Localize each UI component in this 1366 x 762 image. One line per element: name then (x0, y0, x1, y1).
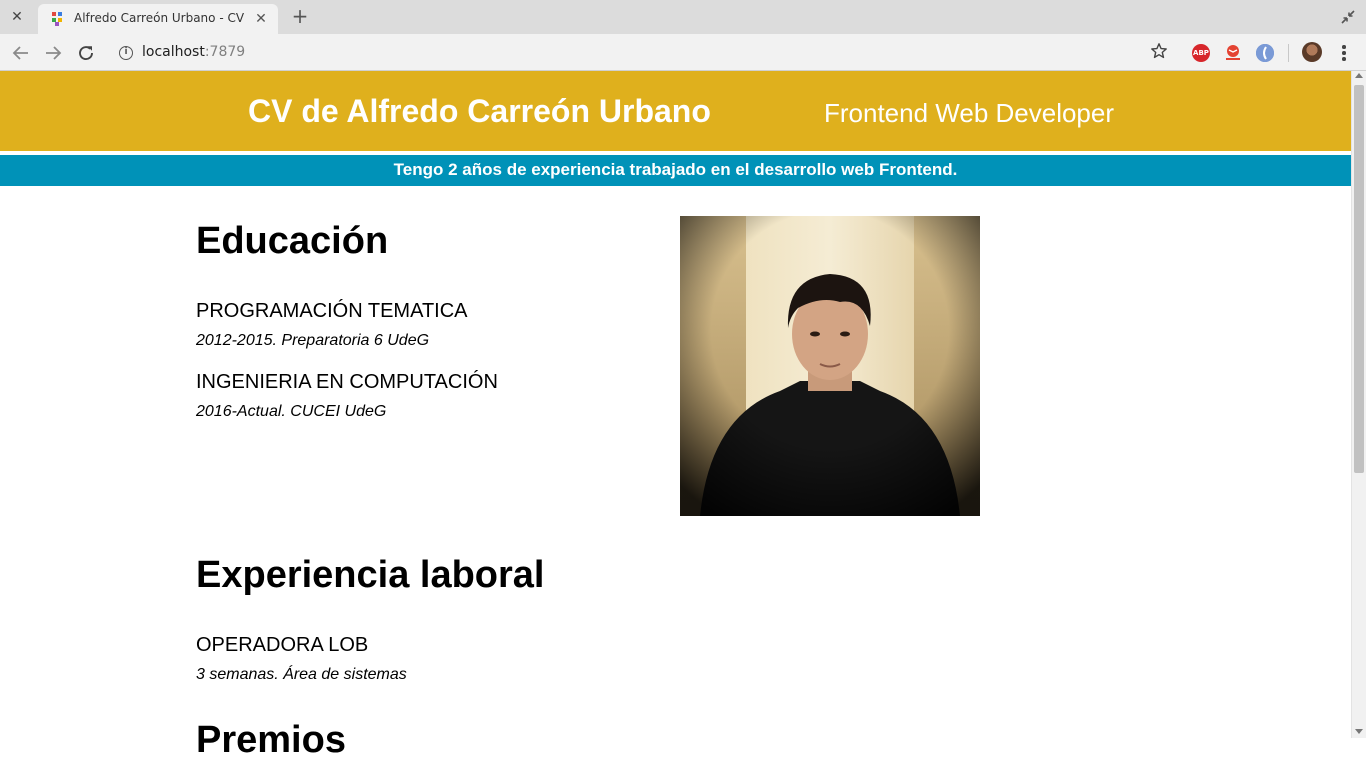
url-host: localhost (142, 44, 205, 60)
experience-entry-title: OPERADORA LOB (196, 634, 369, 656)
scrollbar-thumb[interactable] (1354, 85, 1364, 473)
back-arrow-icon[interactable] (10, 42, 32, 64)
summary-text: Tengo 2 años de experiencia trabajado en el desarrollo web Frontend. (393, 160, 958, 179)
awards-heading: Premios (196, 719, 346, 761)
experience-entry-detail: 3 semanas. Área de sistemas (196, 666, 407, 683)
education-entry-detail: 2012-2015. Preparatoria 6 UdeG (196, 332, 430, 349)
url-port: :7879 (204, 44, 246, 60)
browser-toolbar (0, 34, 1366, 71)
cv-subtitle: Frontend Web Developer (824, 98, 1115, 128)
todoist-extension-icon[interactable] (1224, 44, 1242, 62)
close-inactive-tab-icon[interactable]: ✕ (11, 9, 23, 25)
scroll-up-arrow-icon[interactable] (1355, 73, 1363, 78)
extension-icon[interactable] (1256, 44, 1274, 62)
summary-banner (0, 155, 1351, 186)
education-entry-title: PROGRAMACIÓN TEMATICA (196, 300, 468, 322)
profile-avatar[interactable] (1302, 42, 1322, 62)
url-text[interactable] (142, 44, 245, 60)
close-tab-icon[interactable]: ✕ (255, 11, 267, 27)
address-bar[interactable] (108, 38, 1180, 67)
education-entry-title: INGENIERIA EN COMPUTACIÓN (196, 371, 498, 393)
profile-photo (680, 216, 980, 516)
scroll-down-arrow-icon[interactable] (1355, 729, 1363, 734)
browser-tab-active[interactable] (38, 4, 278, 34)
page-scrollbar[interactable] (1351, 71, 1366, 738)
page-viewport (0, 71, 1351, 761)
cv-title: CV de Alfredo Carreón Urbano (248, 93, 711, 129)
browser-menu-icon[interactable] (1336, 43, 1352, 63)
new-tab-icon[interactable]: + (291, 4, 309, 28)
tab-favicon-icon (52, 12, 64, 26)
education-heading: Educación (196, 220, 389, 262)
toolbar-separator (1288, 44, 1289, 62)
education-entry-detail: 2016-Actual. CUCEI UdeG (196, 403, 387, 420)
site-info-icon[interactable]: i (119, 46, 133, 60)
window-restore-icon[interactable] (1340, 9, 1356, 25)
forward-arrow-icon[interactable] (42, 42, 64, 64)
browser-tab-strip (0, 0, 1366, 34)
adblock-extension-icon[interactable]: ABP (1192, 44, 1210, 62)
cv-header (0, 71, 1351, 153)
tab-title: Alfredo Carreón Urbano - CV (74, 11, 245, 25)
experience-heading: Experiencia laboral (196, 554, 545, 596)
reload-icon[interactable] (75, 42, 97, 64)
bookmark-star-icon[interactable] (1150, 42, 1168, 60)
